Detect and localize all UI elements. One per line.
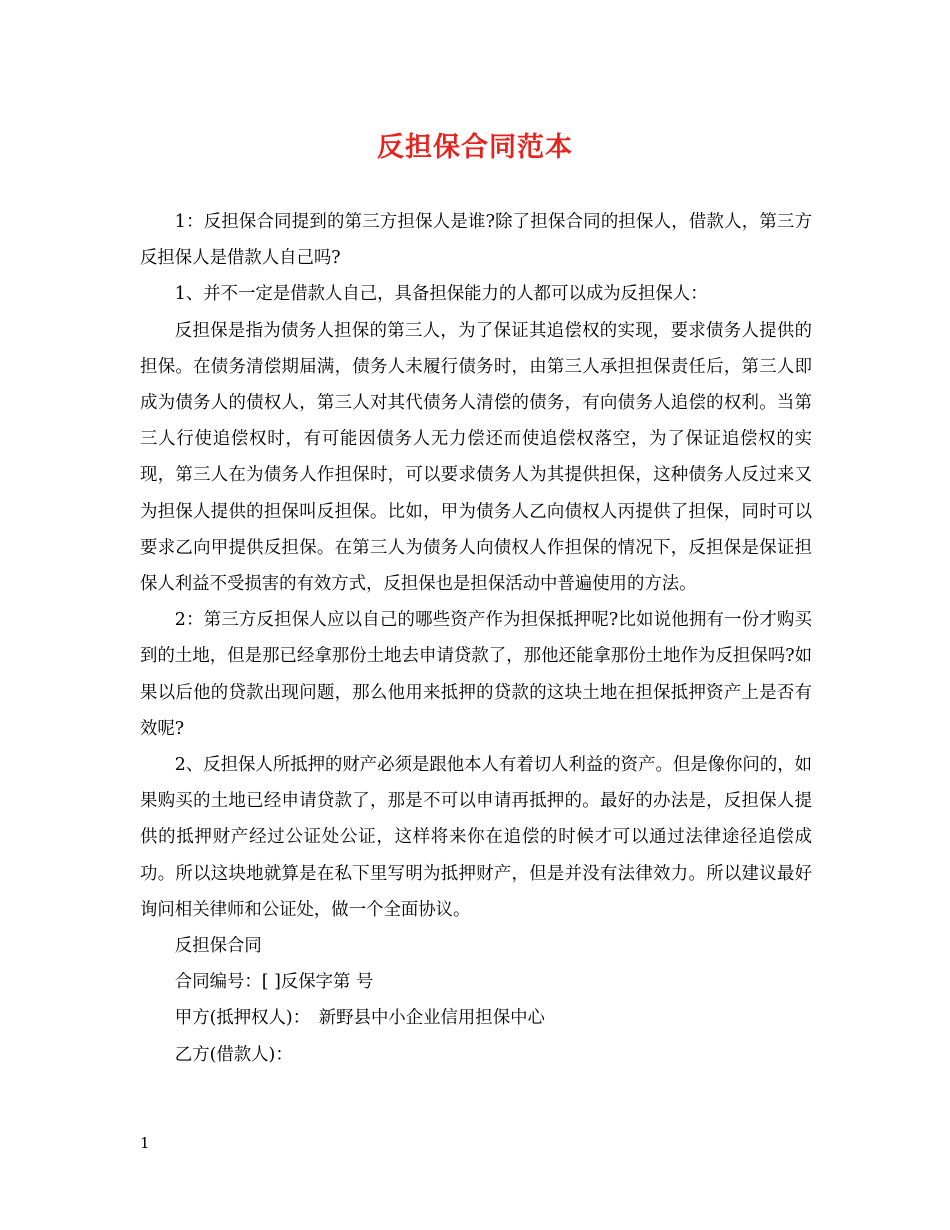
- paragraph-answer-1: 1、并不一定是借款人自己，具备担保能力的人都可以成为反担保人：: [174, 284, 708, 305]
- paragraph-contract-heading: 反担保合同: [174, 936, 262, 957]
- paragraph-party-b: 乙方(借款人)：: [174, 1044, 293, 1065]
- paragraph-party-a: 甲方(抵押权人)： 新野县中小企业信用担保中心: [174, 1008, 545, 1029]
- paragraph-question-1: 1：反担保合同提到的第三方担保人是谁?除了担保合同的担保人，借款人，第三方反担保人是借款人自己吗?: [140, 212, 812, 269]
- document-title: 反担保合同范本: [377, 132, 573, 163]
- paragraph-question-2: 2：第三方反担保人应以自己的哪些资产作为担保抵押呢?比如说他拥有一份才购买到的土地，但是那已经拿那份土地去申请贷款了，那他还能拿那份土地作为反担保吗?如果以后他的贷款出现问题，那么他用来抵押的贷款的这块土地在担保抵押资产上是否有效呢?: [140, 610, 812, 739]
- document-body: [140, 204, 812, 1073]
- paragraph-definition: 反担保是指为债务人担保的第三人，为了保证其追偿权的实现，要求债务人提供的担保。在债务清偿期届满，债务人未履行债务时，由第三人承担担保责任后，第三人即成为债务人的债权人，第三人对其代债务人清偿的债务，有向债务人追偿的权利。当第三人行使追偿权时，有可能因债务人无力偿还而使追偿权落空，为了保证追偿权的实现，第三人在为债务人作担保时，可以要求债务人为其提供担保，这种债务人反过来又为担保人提供的担保叫反担保。比如，甲为债务人乙向债权人丙提供了担保，同时可以要求乙向甲提供反担保。在第三人为债务人向债权人作担保的情况下，反担保是保证担保人利益不受损害的有效方式，反担保也是担保活动中普遍使用的方法。: [140, 320, 812, 595]
- paragraph-contract-number: 合同编号：[ ]反保字第 号: [174, 972, 374, 993]
- page-number: 1: [140, 1134, 150, 1152]
- paragraph-answer-2: 2、反担保人所抵押的财产必须是跟他本人有着切人利益的资产。但是像你问的，如果购买的土地已经申请贷款了，那是不可以申请再抵押的。最好的办法是，反担保人提供的抵押财产经过公证处公证，这样将来你在追偿的时候才可以通过法律途径追偿成功。所以这块地就算是在私下里写明为抵押财产，但是并没有法律效力。所以建议最好询问相关律师和公证处，做一个全面协议。: [140, 755, 812, 920]
